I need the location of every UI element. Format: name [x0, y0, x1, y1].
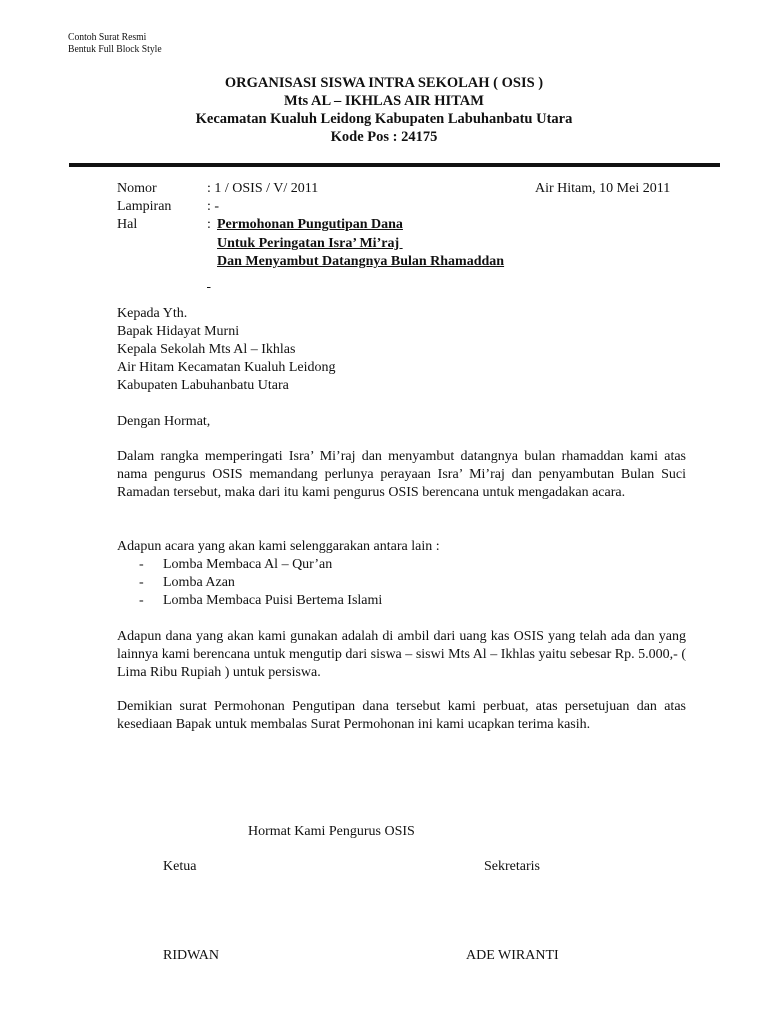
note-line-2: Bentuk Full Block Style: [68, 44, 162, 55]
letterhead-divider: [69, 163, 720, 167]
body-paragraph-3: Demikian surat Permohonan Pengutipan dana tersebut kami perbuat, atas persetujuan dan atas kesediaan Bapak untuk membalas Surat Permohonan ini kami ucapkan terima kasih.: [117, 699, 686, 732]
nomor-label: Nomor: [117, 181, 157, 196]
body-paragraph-1: Dalam rangka memperingati Isra’ Mi’raj dan menyambut datangnya bulan rhamaddan kami atas nama pengurus OSIS memandang perlunya perayaan Isra’ Mi’raj dan penyambutan Bulan Suci Ramadan tersebut, maka dari itu kami pengurus OSIS berencana untuk mengadakan acara.: [117, 449, 686, 500]
letterhead-school: Mts AL – IKHLAS AIR HITAM: [284, 93, 484, 109]
lampiran-value: : -: [207, 199, 220, 214]
note-line-1: Contoh Surat Resmi: [68, 32, 147, 43]
recipient-line-5: Kabupaten Labuhanbatu Utara: [117, 378, 289, 393]
list-item: - Lomba Membaca Al – Qur’an: [139, 557, 333, 572]
signatory-name-left: RIDWAN: [163, 948, 219, 963]
greeting: Dengan Hormat,: [117, 414, 211, 429]
place-date: Air Hitam, 10 Mei 2011: [535, 181, 671, 196]
signatory-name-right: ADE WIRANTI: [466, 948, 559, 963]
event-list: [117, 556, 382, 610]
list-intro: Adapun acara yang akan kami selenggarakan antara lain :: [117, 539, 440, 554]
subject-line-3: Dan Menyambut Datangnya Bulan Rhamaddan: [217, 254, 505, 269]
signatory-title-right: Sekretaris: [484, 859, 540, 874]
hal-colon: :: [207, 217, 211, 232]
nomor-value: : 1 / OSIS / V/ 2011: [207, 181, 319, 196]
recipient-line-4: Air Hitam Kecamatan Kualuh Leidong: [117, 360, 336, 375]
list-item: - Lomba Membaca Puisi Bertema Islami: [139, 593, 383, 608]
recipient-line-1: Kepada Yth.: [117, 306, 188, 321]
subject-line-2: Untuk Peringatan Isra’ Mi’raj: [217, 236, 403, 251]
letterhead-address: Kecamatan Kualuh Leidong Kabupaten Labuhanbatu Utara: [195, 111, 573, 127]
subject-line-4: [207, 274, 211, 292]
closing-line: Hormat Kami Pengurus OSIS: [248, 824, 415, 839]
subject-line-1: Permohonan Pungutipan Dana: [217, 217, 403, 232]
list-item: - Lomba Azan: [139, 575, 235, 590]
recipient-line-2: Bapak Hidayat Murni: [117, 324, 240, 339]
hal-label: Hal: [117, 217, 138, 232]
body-paragraph-2: Adapun dana yang akan kami gunakan adalah di ambil dari uang kas OSIS yang telah ada dan yang lainnya kami berencana untuk mengutip dari siswa – siswi Mts Al – Ikhlas yaitu sebesar Rp. 5.000,- ( Lima Ribu Rupiah ) untuk persiswa.: [117, 629, 686, 680]
lampiran-label: Lampiran: [117, 199, 172, 214]
document-type-note: [68, 32, 162, 56]
signatory-title-left: Ketua: [163, 859, 197, 874]
letterhead-postcode: Kode Pos : 24175: [330, 129, 438, 145]
recipient-line-3: Kepala Sekolah Mts Al – Ikhlas: [117, 342, 296, 357]
letterhead-organization: ORGANISASI SISWA INTRA SEKOLAH ( OSIS ): [224, 75, 544, 91]
